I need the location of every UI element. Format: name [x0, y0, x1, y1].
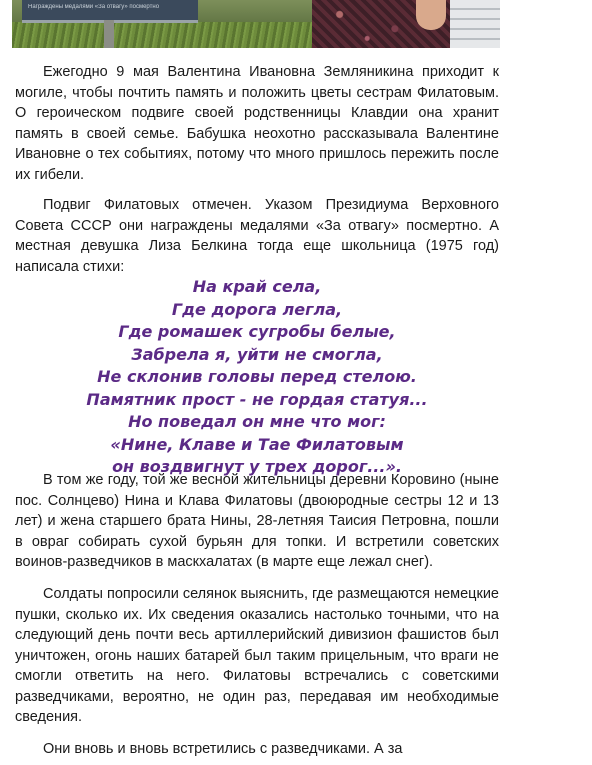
poem-line: «Нине, Клаве и Тае Филатовым — [110, 434, 404, 454]
plaque-post — [104, 20, 114, 48]
paragraph-1: Ежегодно 9 мая Валентина Ивановна Земляникина приходит к могиле, чтобы почтить память и положить цветы сестрам Филатовым. О героическом подвиге своей родственницы Клавдии она хранит память в своей семье. Бабушка неохотно рассказывала Валентине Ивановне о тех событиях, потому что много пришлось пережить после их гибели. — [15, 64, 499, 183]
poem-line: Не склонив головы перед стелою. — [97, 367, 417, 386]
poem-line: Памятник прост - не гордая статуя... — [86, 389, 428, 409]
photo-steps — [450, 0, 500, 48]
poem — [15, 276, 499, 479]
poem-line: На край села, — [192, 277, 322, 296]
poem-line: Но поведал он мне что мог: — [128, 412, 386, 431]
paragraph-3: В том же году, той же весной жительницы деревни Коровино (ныне пос. Солнцево) Нина и Клава Филатовы (двоюродные сестры 12 и 13 лет) и жена старшего брата Нины, 28-летняя Таисия Петровна, пошли в овраг собирать сухой бурьян для топки. И встретили советских воинов-разведчиков в маскхалатах (в марте еще лежал снег). — [15, 472, 499, 570]
paragraph-4: Солдаты попросили селянок выяснить, где размещаются немецкие пушки, сколько их. Их сведения оказались настолько точными, что на следующий день почти весь артиллерийский дивизион фашистов был уничтожен, огонь наших батарей был таким прицельным, что враги не смогли ответить на него. Филатовы встречались с советскими разведчиками, вероятно, не один раз, передавая им необходимые сведения. — [15, 586, 499, 725]
paragraph-5: Они вновь и вновь встретились с разведчиками. А за — [43, 741, 403, 757]
poem-line: он воздвигнут у трех дорог...». — [112, 457, 402, 476]
poem-line: Где дорога легла, — [171, 299, 343, 319]
photo-grass — [12, 22, 312, 48]
memorial-plaque-text: Награждены медалями «За отвагу» посмертно — [28, 4, 160, 10]
photo-person-arm — [416, 0, 446, 30]
poem-line: Забрела я, уйти не смогла, — [131, 344, 383, 364]
paragraph-2: Подвиг Филатовых отмечен. Указом Президиума Верховного Совета СССР они награждены медалями «За отвагу» посмертно. А местная девушка Лиза Белкина тогда еще школьница (1975 год) написала стихи: — [15, 197, 499, 275]
memorial-photo — [12, 0, 500, 48]
poem-line: Где ромашек сугробы белые, — [118, 322, 396, 341]
